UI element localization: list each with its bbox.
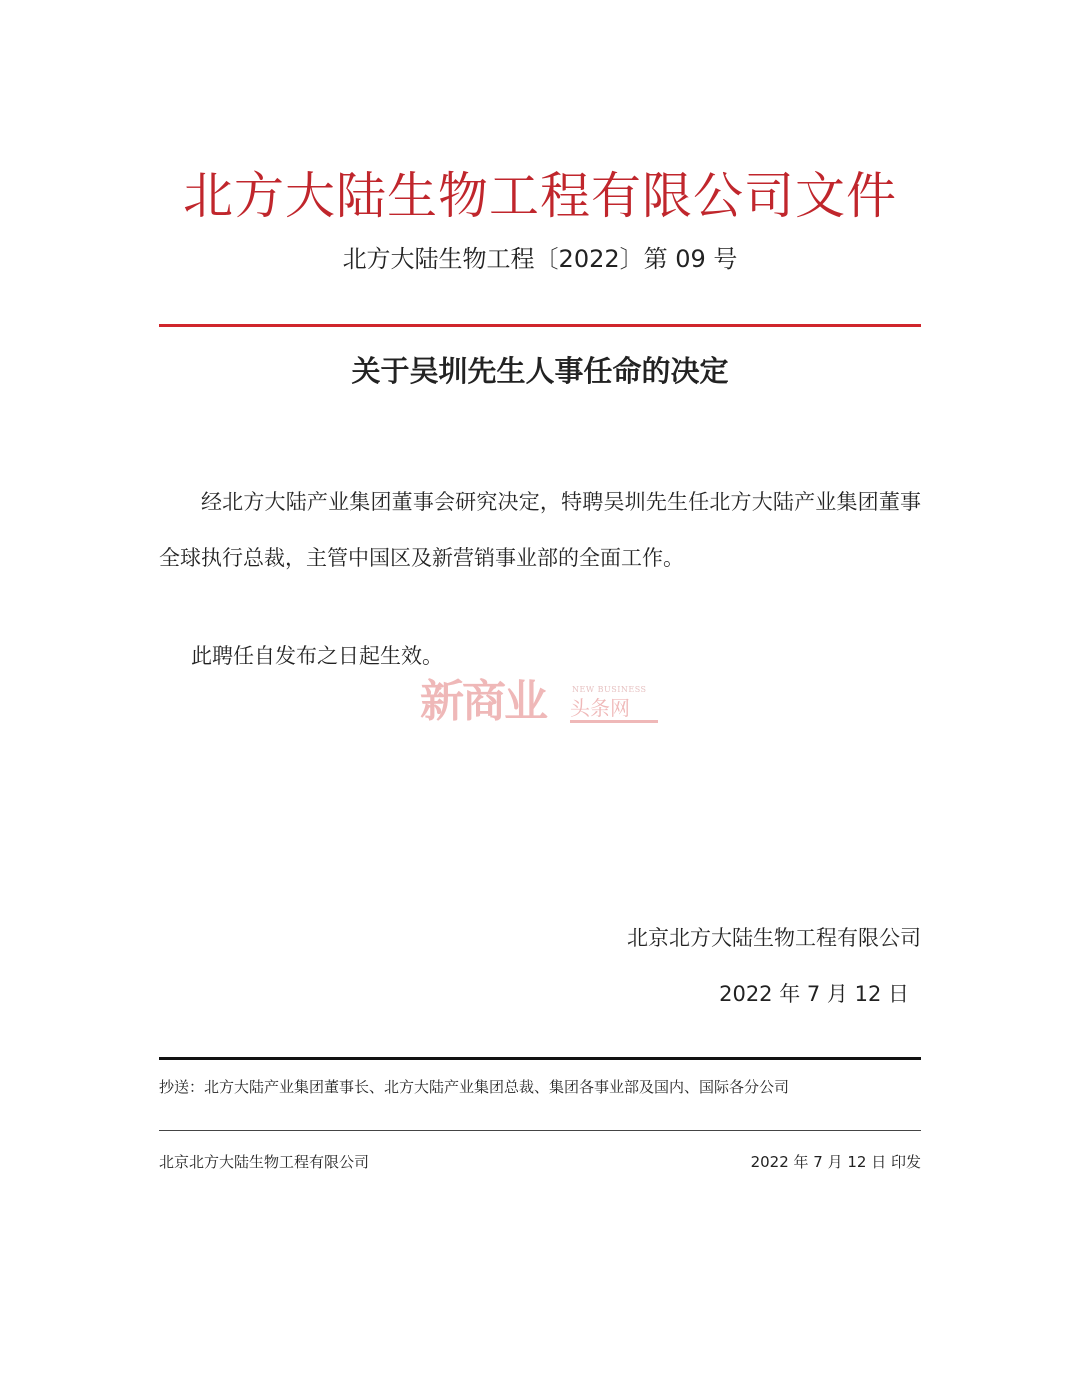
body-paragraph-appointment: 经北方大陆产业集团董事会研究决定，特聘吴圳先生任北方大陆产业集团董事全球执行总裁，主管中国区及新营销事业部的全面工作。: [159, 490, 921, 570]
header-red-divider: [159, 324, 921, 327]
cc-distribution-list: 抄送：北方大陆产业集团董事长、北方大陆产业集团总裁、集团各事业部及国内、国际各分公司: [159, 1078, 790, 1096]
footer-issuing-company: 北京北方大陆生物工程有限公司: [159, 1153, 370, 1171]
footer-divider: [159, 1130, 921, 1131]
watermark-main-text: 新商业: [420, 676, 546, 727]
watermark-underline: [570, 720, 658, 723]
document-number: 北方大陆生物工程〔2022〕第 09 号: [342, 245, 738, 273]
watermark-sub-text: 头条网: [570, 696, 630, 720]
subject-title: 关于吴圳先生人事任命的决定: [351, 354, 729, 388]
watermark-english-text: NEW BUSINESS: [572, 685, 647, 694]
distribution-divider: [159, 1057, 921, 1060]
signature-date: 2022 年 7 月 12 日: [719, 982, 909, 1006]
signature-company: 北京北方大陆生物工程有限公司: [627, 926, 921, 950]
body-paragraph-effective: 此聘任自发布之日起生效。: [191, 644, 443, 668]
document-header-title: 北方大陆生物工程有限公司文件: [183, 167, 897, 225]
watermark-logo: [420, 676, 670, 732]
footer-issue-date: 2022 年 7 月 12 日 印发: [750, 1153, 921, 1171]
